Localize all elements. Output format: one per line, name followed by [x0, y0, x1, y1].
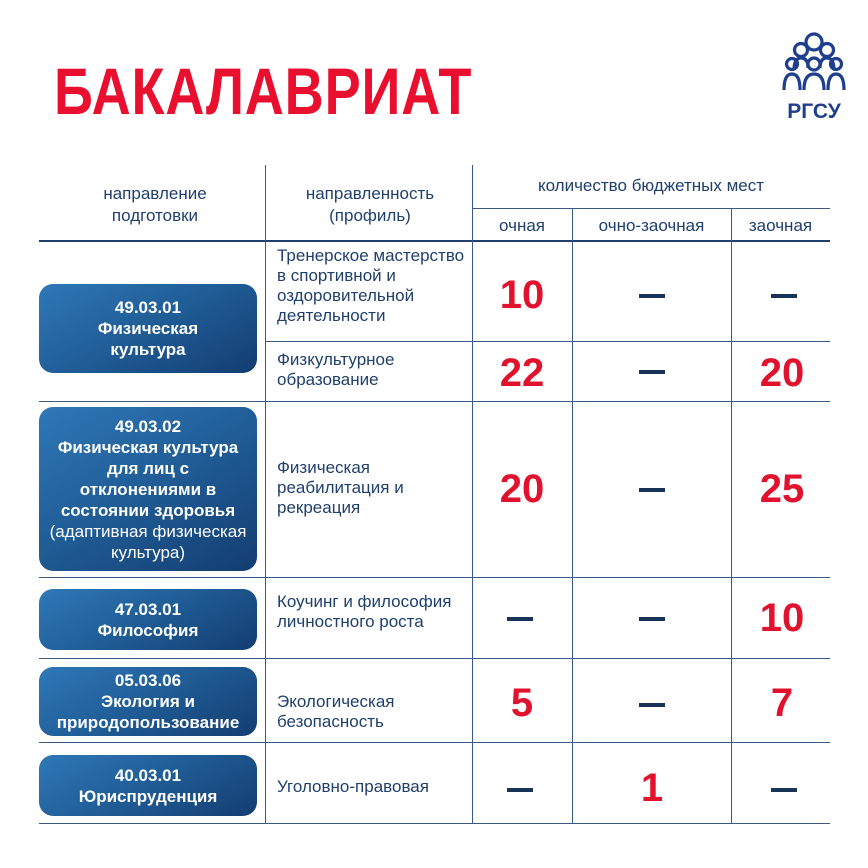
profile-name: Уголовно-правовая	[277, 777, 429, 796]
places-full-time: 22	[499, 351, 545, 395]
places-none-dash	[771, 294, 797, 298]
program-card	[39, 407, 257, 571]
program-card	[39, 667, 257, 736]
profile-name: Коучинг и философия личностного роста	[277, 592, 452, 631]
places-none-dash	[507, 788, 533, 792]
program-name: Юриспруденция	[78, 786, 218, 806]
program-code: 05.03.06	[114, 671, 182, 690]
places-none-dash	[639, 703, 665, 707]
header-profile: направленность (профиль)	[305, 184, 435, 225]
places-none-dash	[771, 788, 797, 792]
program-name: Физическая культура для лиц с отклонениями в состоянии здоровья	[57, 437, 239, 520]
header-form-extramural: заочная	[748, 216, 813, 235]
profile-name: Тренерское мастерство в спортивной и оздоровительной деятельности	[277, 246, 465, 325]
places-none-dash	[639, 294, 665, 298]
program-card	[39, 284, 257, 373]
logo-text: РГСУ	[787, 100, 841, 123]
program-name: Экология и природопользование	[56, 692, 240, 732]
places-none-dash	[639, 370, 665, 374]
people-icon	[782, 30, 846, 96]
places-none-dash	[639, 488, 665, 492]
profile-name: Экологическая безопасность	[277, 692, 395, 731]
program-code: 47.03.01	[114, 599, 182, 619]
header-direction: направление подготовки	[103, 184, 207, 225]
header-form-part-time: очно-заочная	[598, 216, 705, 235]
places-none-dash	[639, 617, 665, 621]
column-divider	[265, 165, 266, 823]
places-extramural: 25	[759, 467, 805, 511]
profile-name: Физкультурное образование	[277, 350, 395, 389]
column-divider	[572, 208, 573, 823]
program-card	[39, 589, 257, 650]
places-extramural: 7	[770, 681, 794, 725]
program-name: Философия	[97, 620, 199, 640]
program-code: 49.03.01	[114, 298, 182, 317]
places-part-time: 1	[640, 766, 664, 810]
column-divider	[472, 165, 473, 823]
rgsu-logo	[782, 30, 846, 126]
forms-header-rule	[472, 208, 830, 209]
program-name: Физическая культура	[97, 319, 199, 359]
column-divider	[731, 208, 732, 823]
places-none-dash	[507, 617, 533, 621]
page-title: БАКАЛАВРИАТ	[54, 54, 473, 128]
profile-name: Физическая реабилитация и рекреация	[277, 458, 404, 517]
places-full-time: 20	[499, 467, 545, 511]
places-full-time: 5	[510, 681, 534, 725]
places-extramural: 10	[759, 596, 805, 640]
header-form-full-time: очная	[499, 216, 545, 235]
places-full-time: 10	[499, 273, 545, 317]
header-budget-places: количество бюджетных мест	[537, 176, 765, 195]
program-code: 40.03.01	[114, 765, 182, 785]
places-extramural: 20	[759, 351, 805, 395]
program-card	[39, 755, 257, 816]
table-top-rule	[39, 240, 830, 242]
program-code: 49.03.02	[114, 416, 182, 436]
program-note: (адаптивная физическая культура)	[49, 521, 247, 562]
